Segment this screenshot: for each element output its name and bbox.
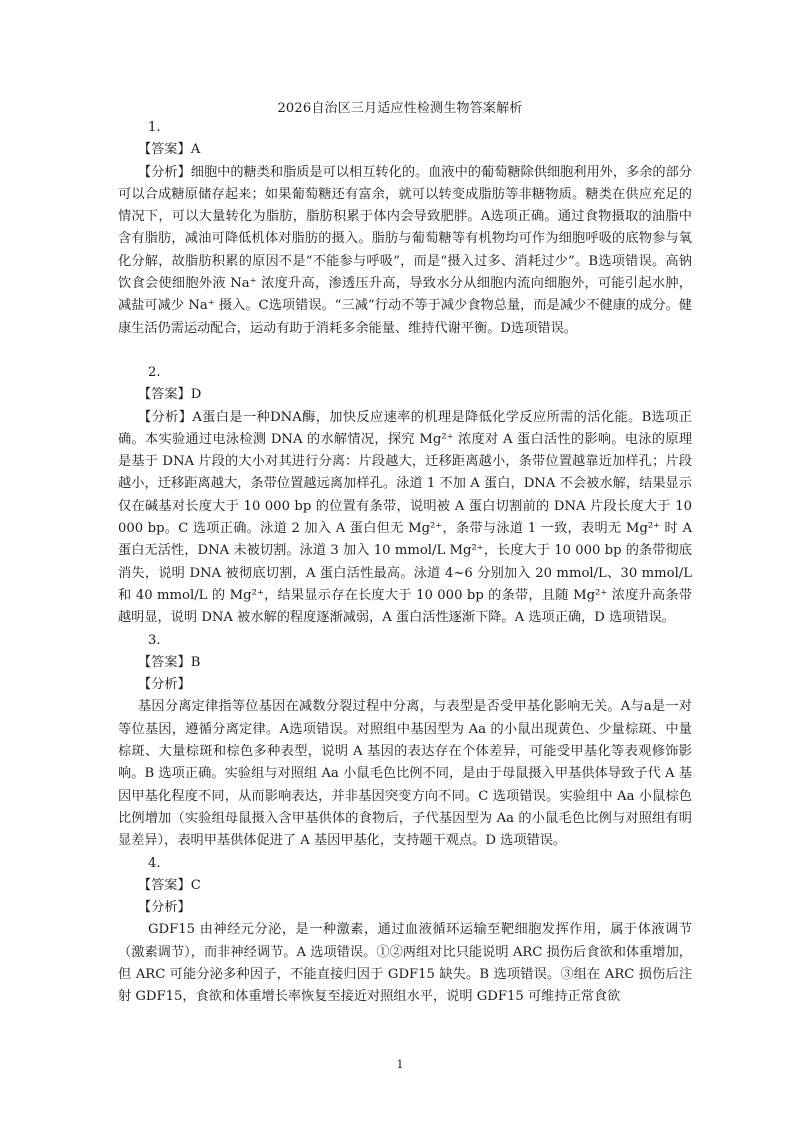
answer-label: 【答案】 xyxy=(138,387,191,403)
analysis-label: 【分析】 xyxy=(138,409,193,425)
document-body xyxy=(118,117,692,1009)
question-number: 4. xyxy=(148,855,161,871)
answer-value: C xyxy=(190,877,201,893)
page-number: 1 xyxy=(396,1058,404,1071)
question-number: 3. xyxy=(148,632,161,648)
answer-value: D xyxy=(190,387,202,403)
answer-value: A xyxy=(190,142,201,158)
answer-line xyxy=(118,139,692,161)
answer-line xyxy=(118,652,692,674)
analysis-text: A蛋白是一种DNA酶，加快反应速率的机理是降低化学反应所需的活化能。B选项正确。本实验通过电泳检测 DNA 的水解情况，探究 Mg²⁺ 浓度对 A 蛋白活性的影响。电泳的原理是基于 DNA 片段的大小对其进行分离：片段越大，迁移距离越小，条带位置越靠近加样孔；片段越小，迁移距离越大，条带位置越远离加样孔。泳道 1 不加 A 蛋白，DNA 不会被水解，结果显示仅在碱基对长度大于 10 000 bp 的位置有条带，说明被 A 蛋白切割前的 DNA 片段长度大于 10 000 bp。C 选项正确。泳道 2 加入 A 蛋白但无 Mg²⁺，条带与泳道 1 一致，表明无 Mg²⁺ 时 A 蛋白无活性，DNA 未被切割。泳道 3 加入 10 mmol/L Mg²⁺，长度大于 10 000 bp 的条带彻底消失，说明 DNA 被彻底切割，A 蛋白活性最高。泳道 4~6 分别加入 20 mmol/L、30 mmol/L 和 40 mmol/L 的 Mg²⁺，结果显示存在长度大于 10 000 bp 的条带，且随 Mg²⁺ 浓度升高条带越明显，说明 DNA 被水解的程度逐渐减弱，A 蛋白活性逐渐下降。A 选项正确，D 选项错误。 xyxy=(118,409,692,626)
answer-label: 【答案】 xyxy=(138,654,191,670)
analysis-text: GDF15 由神经元分泌，是一种激素，通过血液循环运输至靶细胞发挥作用，属于体液调节（激素调节），而非神经调节。A 选项错误。①②两组对比只能说明 ARC 损伤后食欲和体重增加，但 ARC 可能分泌多种因子，不能直接归因于 GDF15 缺失。B 选项错误。③组在 ARC 损伤后注射 GDF15，食欲和体重增长率恢复至接近对照组水平，说明 GDF15 可维持正常食欲 xyxy=(118,922,692,1005)
analysis-paragraph xyxy=(118,162,692,340)
answer-label: 【答案】 xyxy=(138,142,191,158)
analysis-label: 【分析】 xyxy=(138,164,191,180)
analysis-text: 基因分离定律指等位基因在减数分裂过程中分离，与表型是否受甲基化影响无关。A与a是一对等位基因，遵循分离定律。A选项错误。对照组中基因型为 Aa 的小鼠出现黄色、少量棕斑、中量棕斑、大量棕斑和棕色多种表型，说明 A 基因的表达存在个体差异，可能受甲基化等表观修饰影响。B 选项正确。实验组与对照组 Aa 小鼠毛色比例不同，是由于母鼠摄入甲基供体导致子代 A 基因甲基化程度不同，从而影响表达，并非基因突变方向不同。C 选项错误。实验组中 Aa 小鼠棕色比例增加（实验组母鼠摄入含甲基供体的食物后，子代基因型为 Aa 的小鼠毛色比例与对照组有明显差异），表明甲基供体促进了 A 基因甲基化，支持题干观点。D 选项错误。 xyxy=(118,699,692,849)
answer-line xyxy=(118,384,692,406)
analysis-label: 【分析】 xyxy=(138,900,191,916)
answer-label: 【答案】 xyxy=(138,877,191,893)
answer-value: B xyxy=(190,654,201,670)
answer-line xyxy=(118,875,692,897)
document-title: 2026自治区三月适应性检测生物答案解析 xyxy=(277,101,523,116)
question-number: 1. xyxy=(148,120,161,135)
question-number: 2. xyxy=(148,364,161,380)
analysis-label: 【分析】 xyxy=(138,677,191,693)
analysis-text: 细胞中的糖类和脂质是可以相互转化的。血液中的葡萄糖除供细胞利用外，多余的部分可以合成糖原储存起来；如果葡萄糖还有富余，就可以转变成脂肪等非糖物质。糖类在供应充足的情况下，可以大量转化为脂肪，脂肪积累于体内会导致肥胖。A选项正确。通过食物摄取的油脂中含有脂肪，减油可降低机体对脂肪的摄入。脂肪与葡萄糖等有机物均可作为细胞呼吸的底物参与氧化分解，故脂肪积累的原因不是“不能参与呼吸”，而是“摄入过多、消耗过少”。B选项错误。高钠饮食会使细胞外液 Na⁺ 浓度升高，渗透压升高，导致水分从细胞内流向细胞外，可能引起水肿，减盐可减少 Na⁺ 摄入。C选项错误。“三减”行动不等于减少食物总量，而是减少不健康的成分。健康生活仍需运动配合，运动有助于消耗多余能量、维持代谢平衡。D选项错误。 xyxy=(118,164,692,336)
analysis-paragraph xyxy=(118,407,692,630)
